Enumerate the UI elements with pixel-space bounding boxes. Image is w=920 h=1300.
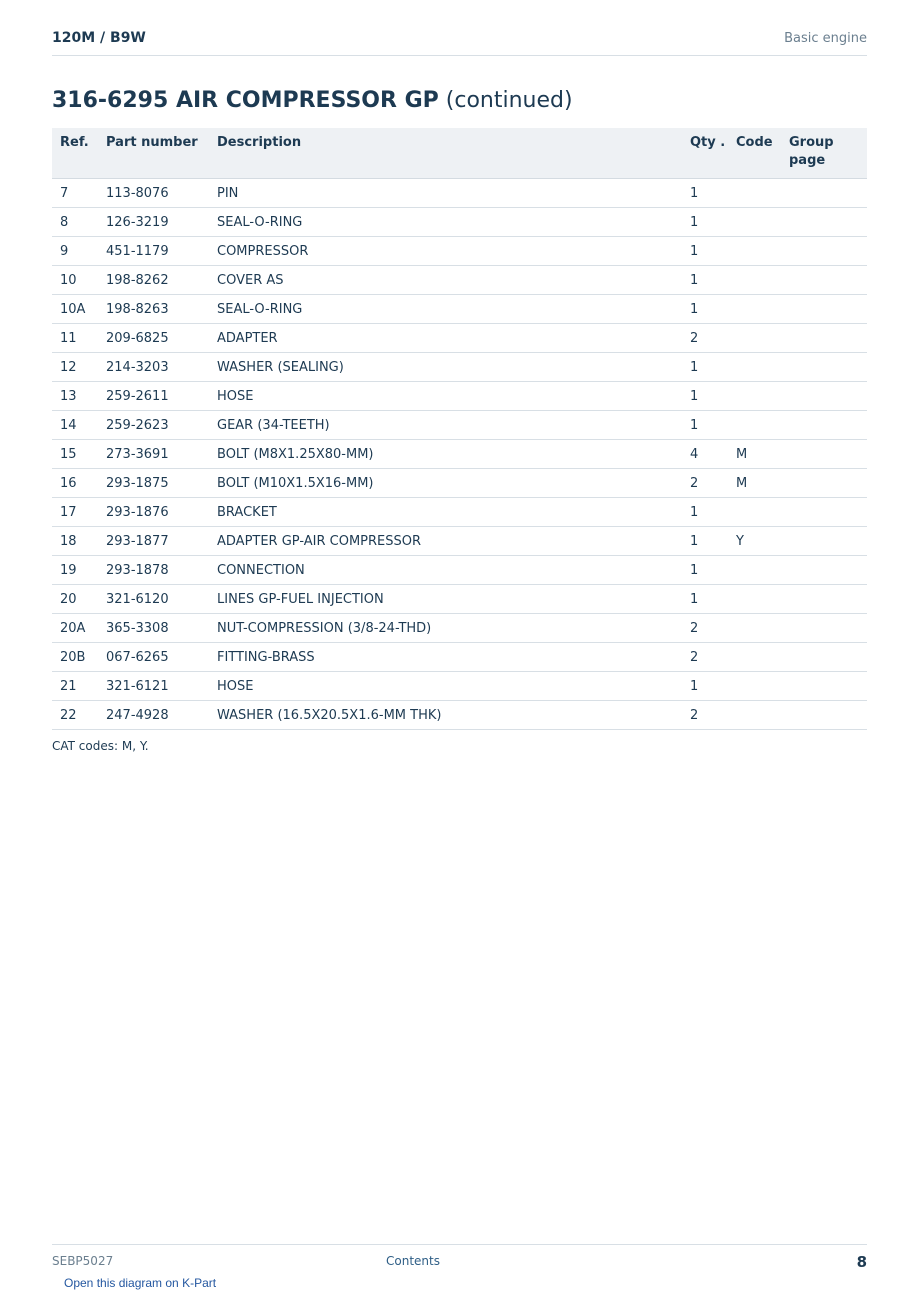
col-header-qty: Qty .	[682, 128, 728, 179]
cell-description: COMPRESSOR	[209, 237, 682, 266]
cell-ref: 11	[52, 324, 98, 353]
cell-code	[728, 614, 781, 643]
cell-ref: 12	[52, 353, 98, 382]
cell-description: WASHER (SEALING)	[209, 353, 682, 382]
cell-group-page	[781, 672, 867, 701]
cell-qty: 1	[682, 382, 728, 411]
cell-code	[728, 701, 781, 730]
page-number: 8	[856, 1253, 867, 1271]
cell-qty: 1	[682, 179, 728, 208]
cell-description: HOSE	[209, 672, 682, 701]
page-header	[52, 27, 867, 56]
cell-qty: 1	[682, 237, 728, 266]
table-row	[52, 643, 867, 672]
cell-qty: 2	[682, 324, 728, 353]
cell-code	[728, 208, 781, 237]
table-row	[52, 556, 867, 585]
table-row	[52, 237, 867, 266]
cell-part-number: 259-2611	[98, 382, 209, 411]
kpart-diagram-link[interactable]: Open this diagram on K-Part	[64, 1276, 217, 1290]
cell-part-number: 113-8076	[98, 179, 209, 208]
cell-code	[728, 237, 781, 266]
cell-code	[728, 266, 781, 295]
cell-ref: 18	[52, 527, 98, 556]
cell-ref: 17	[52, 498, 98, 527]
cell-group-page	[781, 469, 867, 498]
cat-codes-note: CAT codes: M, Y.	[52, 739, 149, 753]
cell-code	[728, 324, 781, 353]
cell-description: FITTING-BRASS	[209, 643, 682, 672]
cell-group-page	[781, 179, 867, 208]
section-name: Basic engine	[784, 31, 867, 46]
cell-part-number: 273-3691	[98, 440, 209, 469]
cell-qty: 2	[682, 643, 728, 672]
cell-group-page	[781, 556, 867, 585]
continued-label: (continued)	[445, 88, 573, 113]
cell-group-page	[781, 440, 867, 469]
cell-group-page	[781, 643, 867, 672]
table-row	[52, 411, 867, 440]
cell-part-number: 293-1878	[98, 556, 209, 585]
cell-description: SEAL-O-RING	[209, 295, 682, 324]
parts-table-header	[52, 128, 867, 179]
cell-description: COVER AS	[209, 266, 682, 295]
cell-ref: 21	[52, 672, 98, 701]
cell-ref: 19	[52, 556, 98, 585]
cell-group-page	[781, 324, 867, 353]
cell-description: PIN	[209, 179, 682, 208]
document-id: SEBP5027	[52, 1254, 114, 1268]
cell-part-number: 259-2623	[98, 411, 209, 440]
cell-group-page	[781, 701, 867, 730]
col-header-ref: Ref.	[52, 128, 98, 179]
cell-code: M	[728, 469, 781, 498]
cell-qty: 1	[682, 208, 728, 237]
cell-description: ADAPTER	[209, 324, 682, 353]
cell-qty: 2	[682, 614, 728, 643]
cell-code	[728, 556, 781, 585]
cell-description: HOSE	[209, 382, 682, 411]
cell-part-number: 321-6121	[98, 672, 209, 701]
cell-qty: 1	[682, 266, 728, 295]
cell-qty: 1	[682, 498, 728, 527]
table-row	[52, 701, 867, 730]
cell-qty: 1	[682, 556, 728, 585]
cell-part-number: 293-1876	[98, 498, 209, 527]
cell-ref: 10A	[52, 295, 98, 324]
cell-ref: 20	[52, 585, 98, 614]
cell-code	[728, 179, 781, 208]
cell-description: GEAR (34-TEETH)	[209, 411, 682, 440]
table-row	[52, 585, 867, 614]
col-header-part-number: Part number	[98, 128, 209, 179]
cell-description: CONNECTION	[209, 556, 682, 585]
cell-qty: 1	[682, 353, 728, 382]
cell-code: M	[728, 440, 781, 469]
cell-ref: 9	[52, 237, 98, 266]
cell-description: BOLT (M8X1.25X80-MM)	[209, 440, 682, 469]
cell-group-page	[781, 382, 867, 411]
cell-code	[728, 643, 781, 672]
page-title	[52, 88, 573, 113]
table-row	[52, 672, 867, 701]
cell-group-page	[781, 266, 867, 295]
cell-code	[728, 411, 781, 440]
cell-code	[728, 585, 781, 614]
group-title: 316-6295 AIR COMPRESSOR GP	[52, 88, 439, 113]
col-header-code: Code	[728, 128, 781, 179]
cell-code	[728, 672, 781, 701]
cell-part-number: 451-1179	[98, 237, 209, 266]
cell-part-number: 293-1877	[98, 527, 209, 556]
table-row	[52, 498, 867, 527]
cell-code	[728, 498, 781, 527]
parts-table-body	[52, 179, 867, 730]
cell-part-number: 321-6120	[98, 585, 209, 614]
contents-link[interactable]: Contents	[386, 1254, 440, 1268]
cell-part-number: 214-3203	[98, 353, 209, 382]
cell-description: SEAL-O-RING	[209, 208, 682, 237]
cell-code	[728, 382, 781, 411]
cell-code	[728, 353, 781, 382]
cell-qty: 2	[682, 701, 728, 730]
cell-part-number: 126-3219	[98, 208, 209, 237]
cell-group-page	[781, 614, 867, 643]
cell-part-number: 247-4928	[98, 701, 209, 730]
cell-ref: 7	[52, 179, 98, 208]
cell-ref: 13	[52, 382, 98, 411]
col-header-description: Description	[209, 128, 682, 179]
table-row	[52, 614, 867, 643]
table-row	[52, 527, 867, 556]
cell-ref: 8	[52, 208, 98, 237]
cell-qty: 1	[682, 527, 728, 556]
model-breadcrumb: 120M / B9W	[52, 30, 146, 46]
cell-qty: 1	[682, 672, 728, 701]
table-row	[52, 353, 867, 382]
cell-part-number: 198-8263	[98, 295, 209, 324]
cell-group-page	[781, 498, 867, 527]
cell-description: ADAPTER GP-AIR COMPRESSOR	[209, 527, 682, 556]
cell-ref: 22	[52, 701, 98, 730]
cell-group-page	[781, 237, 867, 266]
cell-group-page	[781, 295, 867, 324]
cell-qty: 1	[682, 295, 728, 324]
cell-part-number: 209-6825	[98, 324, 209, 353]
cell-group-page	[781, 208, 867, 237]
cell-code: Y	[728, 527, 781, 556]
cell-ref: 10	[52, 266, 98, 295]
cell-description: NUT-COMPRESSION (3/8-24-THD)	[209, 614, 682, 643]
cell-part-number: 365-3308	[98, 614, 209, 643]
cell-group-page	[781, 527, 867, 556]
cell-qty: 2	[682, 469, 728, 498]
cell-group-page	[781, 353, 867, 382]
cell-part-number: 293-1875	[98, 469, 209, 498]
cell-group-page	[781, 411, 867, 440]
cell-ref: 16	[52, 469, 98, 498]
cell-qty: 4	[682, 440, 728, 469]
cell-ref: 14	[52, 411, 98, 440]
cell-qty: 1	[682, 585, 728, 614]
cell-part-number: 198-8262	[98, 266, 209, 295]
table-row	[52, 469, 867, 498]
table-row	[52, 266, 867, 295]
cell-description: BOLT (M10X1.5X16-MM)	[209, 469, 682, 498]
table-row	[52, 295, 867, 324]
cell-group-page	[781, 585, 867, 614]
cell-description: WASHER (16.5X20.5X1.6-MM THK)	[209, 701, 682, 730]
cell-description: BRACKET	[209, 498, 682, 527]
cell-qty: 1	[682, 411, 728, 440]
page-footer	[52, 1244, 867, 1275]
table-row	[52, 324, 867, 353]
cell-description: LINES GP-FUEL INJECTION	[209, 585, 682, 614]
table-row	[52, 440, 867, 469]
table-row	[52, 208, 867, 237]
cell-ref: 20B	[52, 643, 98, 672]
cell-code	[728, 295, 781, 324]
table-row	[52, 382, 867, 411]
col-header-group-page: Group page	[781, 128, 867, 179]
parts-table	[52, 128, 867, 730]
table-row	[52, 179, 867, 208]
cell-ref: 20A	[52, 614, 98, 643]
cell-ref: 15	[52, 440, 98, 469]
cell-part-number: 067-6265	[98, 643, 209, 672]
